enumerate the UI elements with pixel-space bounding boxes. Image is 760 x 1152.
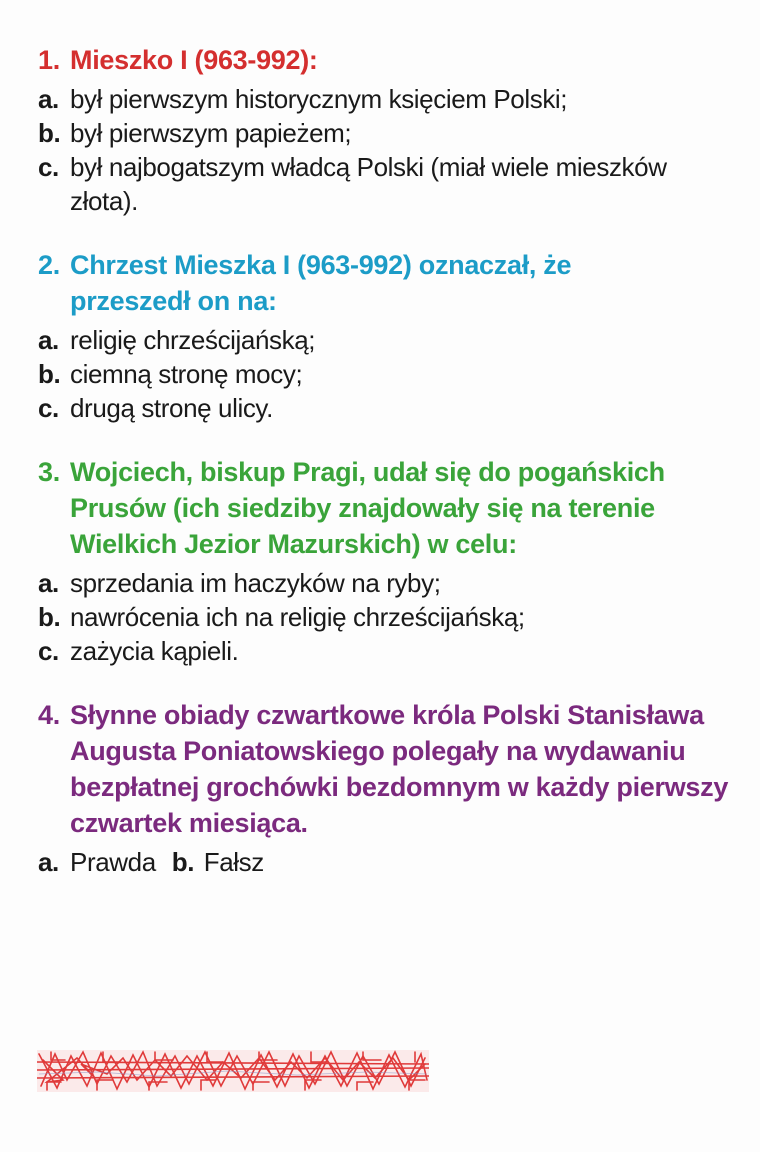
answer-option-a[interactable] <box>38 82 738 116</box>
question-number: 3. <box>38 457 60 487</box>
question-text: Wojciech, biskup Pragi, udał się do pogańskich Prusów (ich siedziby znajdowały się na terenie Wielkich Jezior Mazurskich) w celu: <box>70 457 665 559</box>
question-number: 4. <box>38 700 60 730</box>
answer-letter: b. <box>171 847 195 877</box>
answer-text: Fałsz <box>203 847 264 877</box>
answer-option-b[interactable] <box>172 845 264 879</box>
answer-text: religię chrześcijańską; <box>70 325 316 355</box>
answer-text: drugą stronę ulicy. <box>70 393 273 423</box>
answer-list <box>38 845 738 879</box>
answer-option-b[interactable] <box>38 600 738 634</box>
question-1-title <box>38 42 738 78</box>
question-text: Słynne obiady czwartkowe króla Polski Stanisława Augusta Poniatowskiego polegały na wydawaniu bezpłatnej grochówki bezdomnym w każdy pierwszy czwartek miesiąca. <box>70 700 729 838</box>
answer-text: był najbogatszym władcą Polski (miał wiele mieszków złota). <box>70 152 667 216</box>
answer-letter: b. <box>38 359 61 389</box>
quiz-page <box>38 42 738 908</box>
answer-letter: a. <box>38 568 59 598</box>
answer-letter: a. <box>38 84 59 114</box>
answer-letter: c. <box>38 152 59 182</box>
question-number: 2. <box>38 250 60 280</box>
answer-list <box>38 566 738 668</box>
answer-letter: c. <box>38 393 59 423</box>
answer-text: był pierwszym papieżem; <box>70 118 352 148</box>
question-3-title <box>38 454 738 562</box>
question-4-title <box>38 697 738 841</box>
answer-option-c[interactable] <box>38 150 738 218</box>
answer-letter: a. <box>38 325 59 355</box>
answer-letter: b. <box>38 602 61 632</box>
question-3 <box>38 454 738 668</box>
answer-text: sprzedania im haczyków na ryby; <box>70 568 441 598</box>
answer-text: nawrócenia ich na religię chrześcijańską; <box>70 602 525 632</box>
answer-list <box>38 323 738 425</box>
answer-option-c[interactable] <box>38 634 738 668</box>
answer-text: ciemną stronę mocy; <box>70 359 303 389</box>
answer-key-scribble <box>37 1050 429 1092</box>
question-2-title <box>38 247 738 319</box>
answer-option-a[interactable] <box>38 323 738 357</box>
question-4 <box>38 697 738 879</box>
question-1 <box>38 42 738 218</box>
answer-letter: a. <box>38 847 59 877</box>
answer-letter: c. <box>38 636 59 666</box>
answer-option-a[interactable] <box>38 566 738 600</box>
answer-option-a[interactable] <box>38 845 156 879</box>
answer-option-b[interactable] <box>38 116 738 150</box>
answer-text: Prawda <box>70 847 156 877</box>
question-2 <box>38 247 738 425</box>
answer-option-c[interactable] <box>38 391 738 425</box>
answer-text: zażycia kąpieli. <box>70 636 239 666</box>
question-number: 1. <box>38 45 60 75</box>
answer-list <box>38 82 738 218</box>
question-text: Mieszko I (963-992): <box>70 45 318 75</box>
answer-letter: b. <box>38 118 61 148</box>
question-text: Chrzest Mieszka I (963-992) oznaczał, że przeszedł on na: <box>70 250 572 316</box>
answer-text: był pierwszym historycznym księciem Polski; <box>70 84 568 114</box>
answer-option-b[interactable] <box>38 357 738 391</box>
